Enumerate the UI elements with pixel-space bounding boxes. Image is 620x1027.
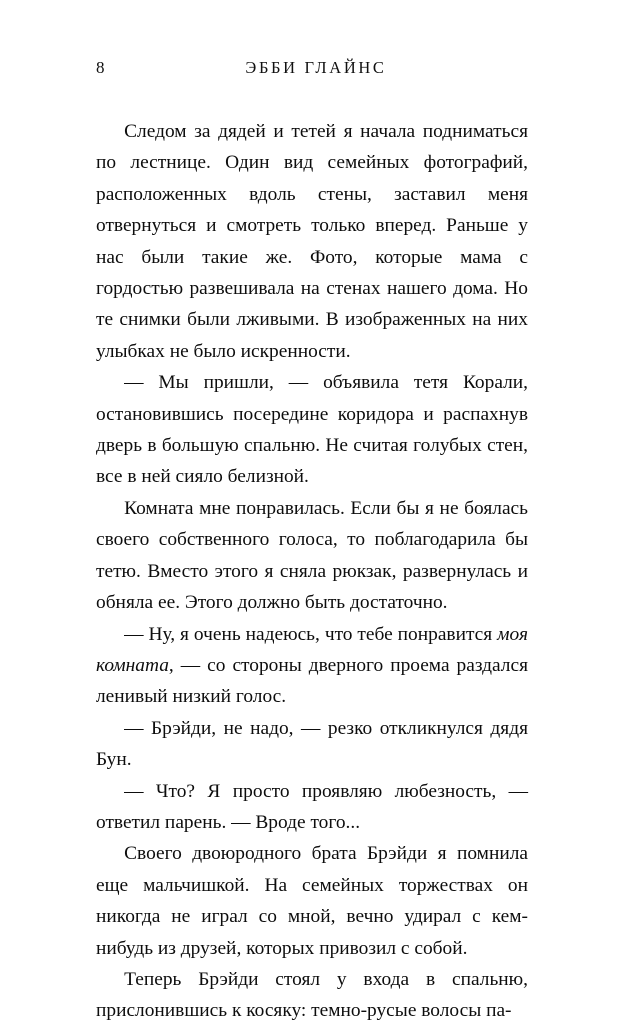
page-number: 8 [96, 58, 105, 77]
paragraph: — Мы пришли, — объявила тетя Корали, остановившись посередине коридора и распахнув дверь в большую спальню. Не считая голубых стен, все в ней сияло белизной. [96, 372, 528, 488]
paragraph: Следом за дядей и тетей я начала подниматься по лестнице. Один вид семейных фотографий, расположенных вдоль стены, заставил меня отвернуться и смотреть только вперед. Раньше у нас были такие же. Фото, которые мама с гордостью развешивала на стенах нашего дома. Но те снимки были лживыми. В изображенных на них улыбках не было искренности. [96, 121, 528, 362]
paragraph-with-italic [96, 619, 528, 713]
paragraph-lead: — Ну, я очень надеюсь, что тебе понравится [124, 623, 498, 645]
paragraph: — Брэйди, не надо, — резко откликнулся дядя Бун. [96, 717, 528, 771]
page-body [96, 116, 528, 1027]
book-author-header: ЭББИ ГЛАЙНС [245, 58, 387, 77]
running-head [96, 58, 524, 78]
paragraph-tail: , — со стороны дверного проема раздался ленивый низкий голос. [96, 654, 528, 708]
paragraph: Теперь Брэйди стоял у входа в спальню, прислонившись к косяку: темно-русые волосы па- [96, 968, 528, 1022]
paragraph: — Что? Я просто проявляю любезность, — ответил парень. — Вроде того... [96, 780, 528, 833]
italic-phrase: моя комната [96, 623, 528, 676]
paragraph: Своего двоюродного брата Брэйди я помнила еще мальчишкой. На семейных торжествах он никогда не играл со мной, вечно удирал с кем-нибудь из друзей, которых привозил с собой. [96, 843, 528, 959]
paragraph: Комната мне понравилась. Если бы я не боялась своего собственного голоса, то поблагодарила бы тетю. Вместо этого я сняла рюкзак, развернулась и обняла ее. Этого должно быть достаточно. [96, 497, 528, 614]
